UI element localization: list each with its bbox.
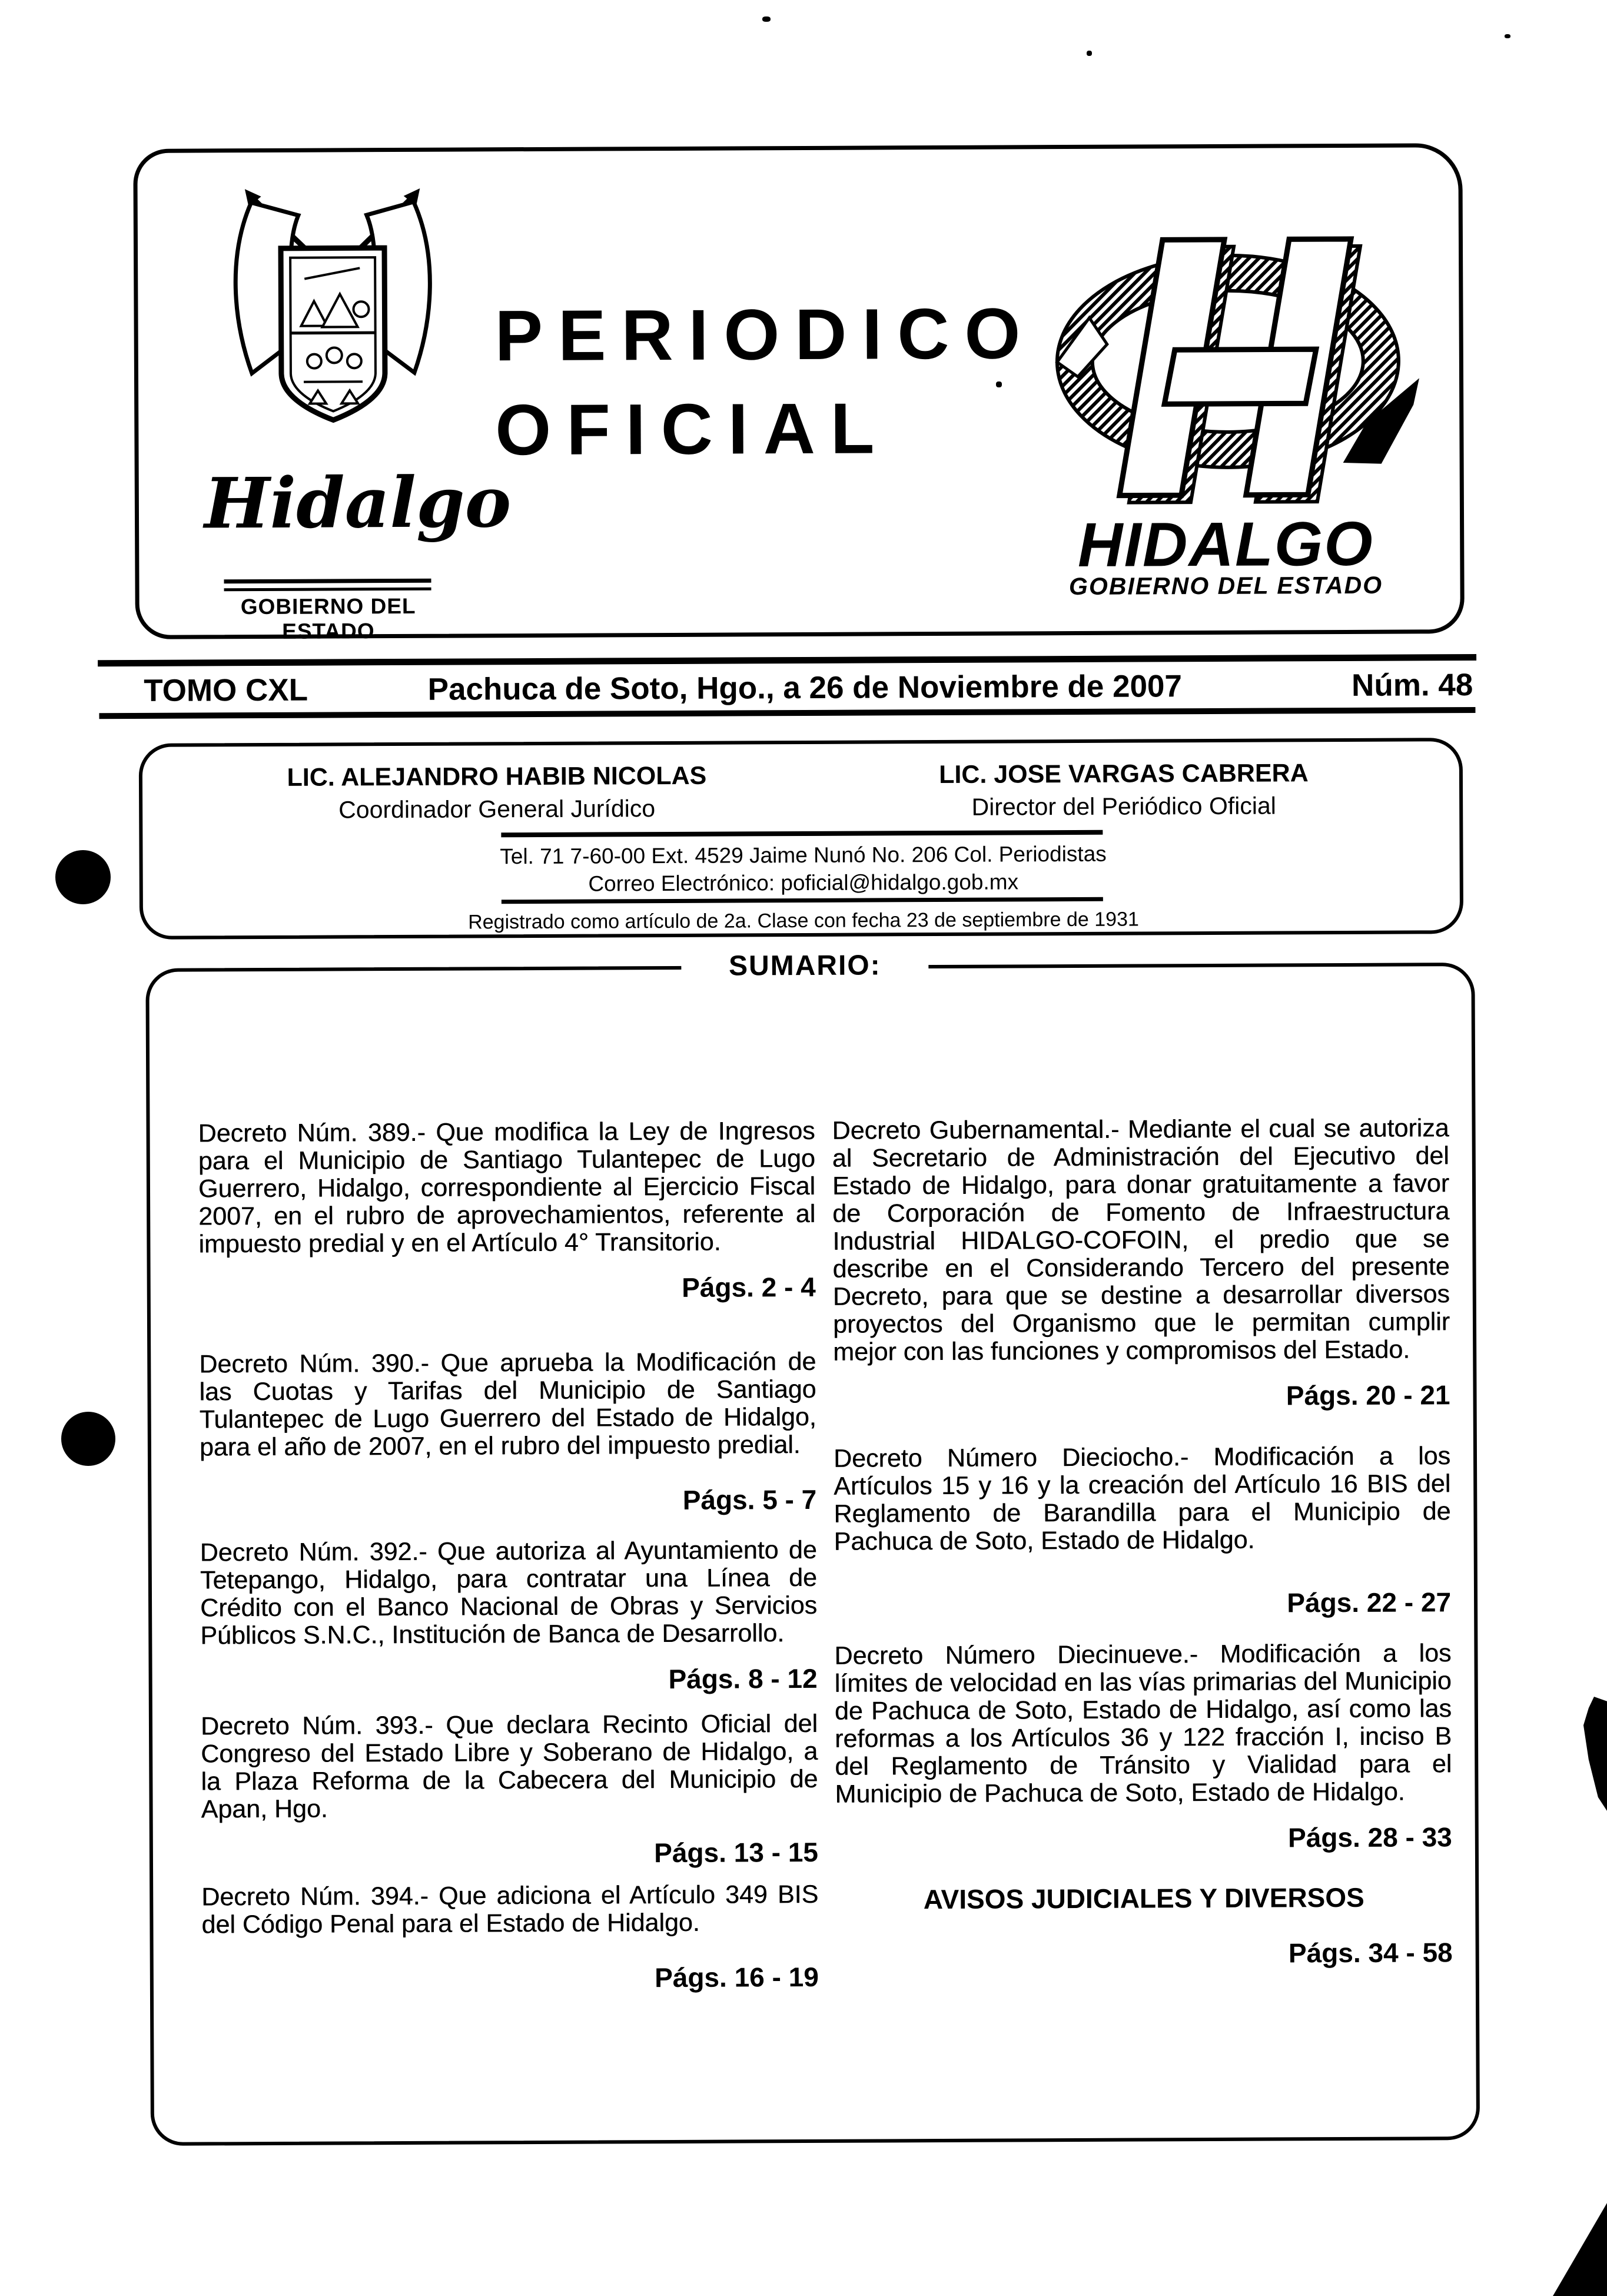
logo-caption: GOBIERNO DEL ESTADO <box>1068 571 1383 600</box>
sumario-entry <box>834 1640 1452 1856</box>
entry-text: Decreto Gubernamental.- Mediante el cual se autoriza al Secretario de Administración del Ejecutivo del Estado de Hidalgo, para donar gratuitamente a favor de Corporación de Fomento de Infraestructura Industrial HIDALGO-COFOIN, el predio que se describe en el Considerando Tercero del presente Decreto, para que se destine a desarrollar diversos proyectos del Organismo que le permitan cumplir mejor con las funciones y compromisos del Estado. <box>832 1114 1450 1366</box>
logo-state-name: HIDALGO <box>1077 509 1374 580</box>
entry-text: Decreto Número Diecinueve.- Modificación a los límites de velocidad en las vías primarias del Municipio de Pachuca de Soto, Estado de Hidalgo, así como las reformas a los Artículos 36 y 122 fracción I, inciso B del Reglamento de Tránsito y Vialidad para el Municipio de Pachuca de Soto, Estado de Hidalgo. <box>834 1639 1452 1809</box>
avisos-section <box>835 1881 1453 1971</box>
hidalgo-h-logo <box>1036 228 1420 506</box>
emblem-caption: GOBIERNO DEL ESTADO <box>240 593 416 643</box>
emblem-script-name: Hidalgo <box>204 461 512 545</box>
official-right-title: Director del Periódico Oficial <box>971 792 1276 821</box>
gazette-title-line1: PERIODICO <box>494 293 1036 376</box>
place-date: Pachuca de Soto, Hgo., a 26 de Noviembre de 2007 <box>427 669 1183 707</box>
avisos-title: AVISOS JUDICIALES Y DIVERSOS <box>923 1882 1364 1915</box>
scan-artifact <box>762 16 771 22</box>
entry-pages: Págs. 16 - 19 <box>655 1961 819 1993</box>
official-left-title: Coordinador General Jurídico <box>338 795 656 824</box>
sumario-entry <box>198 1117 815 1306</box>
entry-pages: Págs. 8 - 12 <box>668 1663 818 1695</box>
punch-hole-mark <box>61 1412 115 1466</box>
sumario-entry <box>200 1537 818 1697</box>
entry-text: Decreto Núm. 393.- Que declara Recinto Oficial del Congreso del Estado Libre y Soberano de Hidalgo, a la Plaza Reforma de la Cabecera del Municipio de Apan, Hgo. <box>200 1709 818 1824</box>
sumario-label: SUMARIO: <box>681 949 928 983</box>
entry-text: Decreto Núm. 389.- Que modifica la Ley de Ingresos para el Municipio de Santiago Tulantepec de Lugo Guerrero, Hidalgo, correspondiente al Ejercicio Fiscal 2007, en el rubro de aprovechamientos, referente al impuesto predial y en el Artículo 4° Transitorio. <box>198 1116 816 1259</box>
scan-artifact <box>996 381 1002 387</box>
scan-artifact <box>1087 51 1092 56</box>
avisos-pages: Págs. 34 - 58 <box>1288 1937 1453 1969</box>
dateline <box>135 667 1474 709</box>
scan-artifact <box>1505 34 1510 38</box>
entry-pages: Págs. 28 - 33 <box>1287 1821 1452 1853</box>
horizontal-rule <box>98 654 1476 666</box>
contact-email: Correo Electrónico: poficial@hidalgo.gob.mx <box>588 870 1019 896</box>
gazette-title-line2: OFICIAL <box>495 388 890 470</box>
sumario-entry <box>834 1442 1451 1621</box>
tomo-label: TOMO CXL <box>144 672 308 708</box>
hidalgo-coat-of-arms <box>215 178 451 456</box>
horizontal-rule <box>99 707 1475 719</box>
issue-number: Núm. 48 <box>1351 668 1473 703</box>
official-left-name: LIC. ALEJANDRO HABIB NICOLAS <box>287 761 707 792</box>
sumario-entry <box>199 1348 816 1518</box>
entry-text: Decreto Núm. 394.- Que adiciona el Artículo 349 BIS del Código Penal para el Estado de Hidalgo. <box>201 1880 819 1939</box>
sumario-entry <box>201 1881 819 1996</box>
official-right-name: LIC. JOSE VARGAS CABRERA <box>939 759 1309 789</box>
entry-text: Decreto Núm. 390.- Que aprueba la Modificación de las Cuotas y Tarifas del Municipio de Santiago Tulantepec de Lugo Guerrero del Estado de Hidalgo, para el año de 2007, en el rubro del impuesto predial. <box>199 1347 816 1462</box>
entry-text: Decreto Número Dieciocho.- Modificación a los Artículos 15 y 16 y la creación del Artículo 16 BIS del Reglamento de Barandilla para el Municipio de Pachuca de Soto, Estado de Hidalgo. <box>833 1442 1451 1556</box>
sumario-entry <box>201 1710 818 1871</box>
entry-pages: Págs. 5 - 7 <box>682 1484 817 1515</box>
contact-phone-address: Tel. 71 7-60-00 Ext. 4529 Jaime Nunó No. 206 Col. Periodistas <box>500 841 1107 869</box>
entry-pages: Págs. 22 - 27 <box>1287 1587 1452 1618</box>
punch-hole-mark <box>55 850 111 904</box>
entry-pages: Págs. 20 - 21 <box>1286 1379 1450 1411</box>
entry-pages: Págs. 2 - 4 <box>682 1271 816 1303</box>
entry-text: Decreto Núm. 392.- Que autoriza al Ayuntamiento de Tetepango, Hidalgo, para contratar una Línea de Crédito con el Banco Nacional de Obras y Servicios Públicos S.N.C., Institución de Banca de Desarrollo. <box>200 1535 818 1650</box>
entry-pages: Págs. 13 - 15 <box>654 1836 819 1869</box>
registration-note: Registrado como artículo de 2a. Clase con fecha 23 de septiembre de 1931 <box>468 908 1139 934</box>
sumario-entry <box>832 1114 1450 1414</box>
